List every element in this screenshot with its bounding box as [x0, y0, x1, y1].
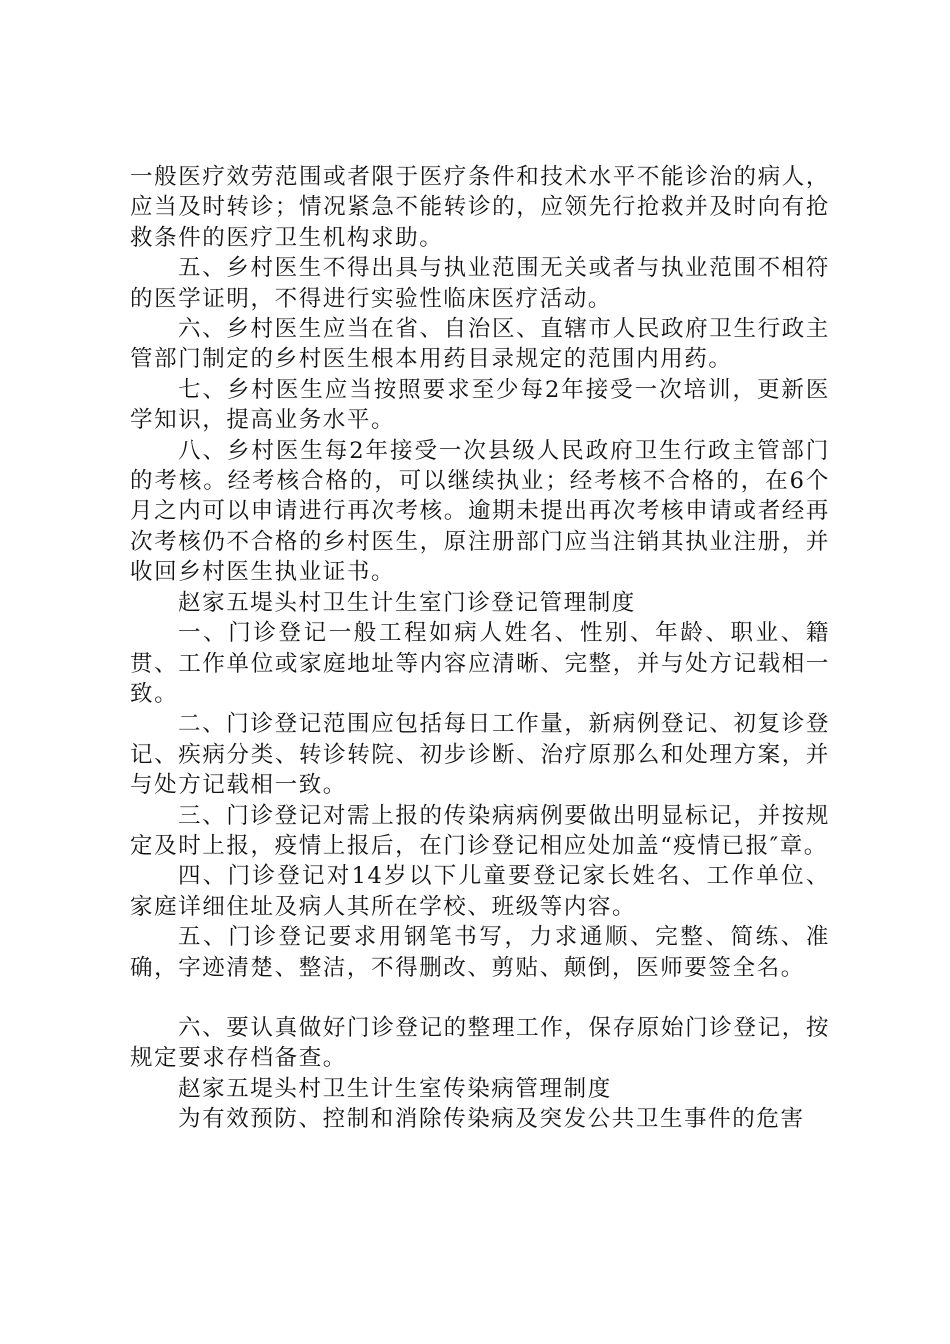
- paragraph-rule-5: 五、乡村医生不得出具与执业范围无关或者与执业范围不相符的医学证明，不得进行实验性临床医疗活动。: [130, 255, 830, 312]
- paragraph-registration-2: 二、门诊登记范围应包括每日工作量，新病例登记、初复诊登记、疾病分类、转诊转院、初步诊断、治疗原那么和处理方案，并与处方记载相一致。: [130, 711, 830, 799]
- paragraph-rule-7: 七、乡村医生应当按照要求至少每2年接受一次培训，更新医学知识，提高业务水平。: [130, 376, 830, 434]
- paragraph-registration-4: 四、门诊登记对14岁以下儿童要登记家长姓名、工作单位、家庭详细住址及病人其所在学校、班级等内容。: [130, 863, 830, 920]
- paragraph-rule-6: 六、乡村医生应当在省、自治区、直辖市人民政府卫生行政主管部门制定的乡村医生根本用药目录规定的范围内用药。: [130, 316, 830, 373]
- section-title-outpatient-registration: 赵家五堤头村卫生计生室门诊登记管理制度: [178, 589, 636, 616]
- paragraph-registration-5: 五、门诊登记要求用钢笔书写，力求通顺、完整、简练、准确，字迹清楚、整洁，不得删改、剪贴、颠倒，医师要签全名。: [130, 924, 830, 981]
- section-title-infectious-disease: 赵家五堤头村卫生计生室传染病管理制度: [178, 1075, 612, 1102]
- paragraph-registration-1: 一、门诊登记一般工程如病人姓名、性别、年龄、职业、籍贯、工作单位或家庭地址等内容应清晰、完整，并与处方记载相一致。: [130, 620, 830, 707]
- paragraph-rule-8: 八、乡村医生每2年接受一次县级人民政府卫生行政主管部门的考核。经考核合格的，可以继续执业；经考核不合格的，在6个月之内可以申请进行再次考核。逾期未提出再次考核申请或者经再次考核仍不合格的乡村医生，原注册部门应当注销其执业注册，并收回乡村医生执业证书。: [130, 437, 830, 586]
- paragraph-registration-3: 三、门诊登记对需上报的传染病病例要做出明显标记，并按规定及时上报，疫情上报后，在门诊登记相应处加盖“疫情已报″章。: [130, 802, 830, 859]
- document-body: [130, 162, 830, 1135]
- paragraph-infectious-intro: 为有效预防、控制和消除传染病及突发公共卫生事件的危害: [178, 1106, 805, 1133]
- paragraph-continuation: 一般医疗效劳范围或者限于医疗条件和技术水平不能诊治的病人，应当及时转诊；情况紧急不能转诊的，应领先行抢救并及时向有抢救条件的医疗卫生机构求助。: [130, 164, 830, 251]
- paragraph-registration-6: 六、要认真做好门诊登记的整理工作，保存原始门诊登记，按规定要求存档备查。: [130, 1014, 830, 1072]
